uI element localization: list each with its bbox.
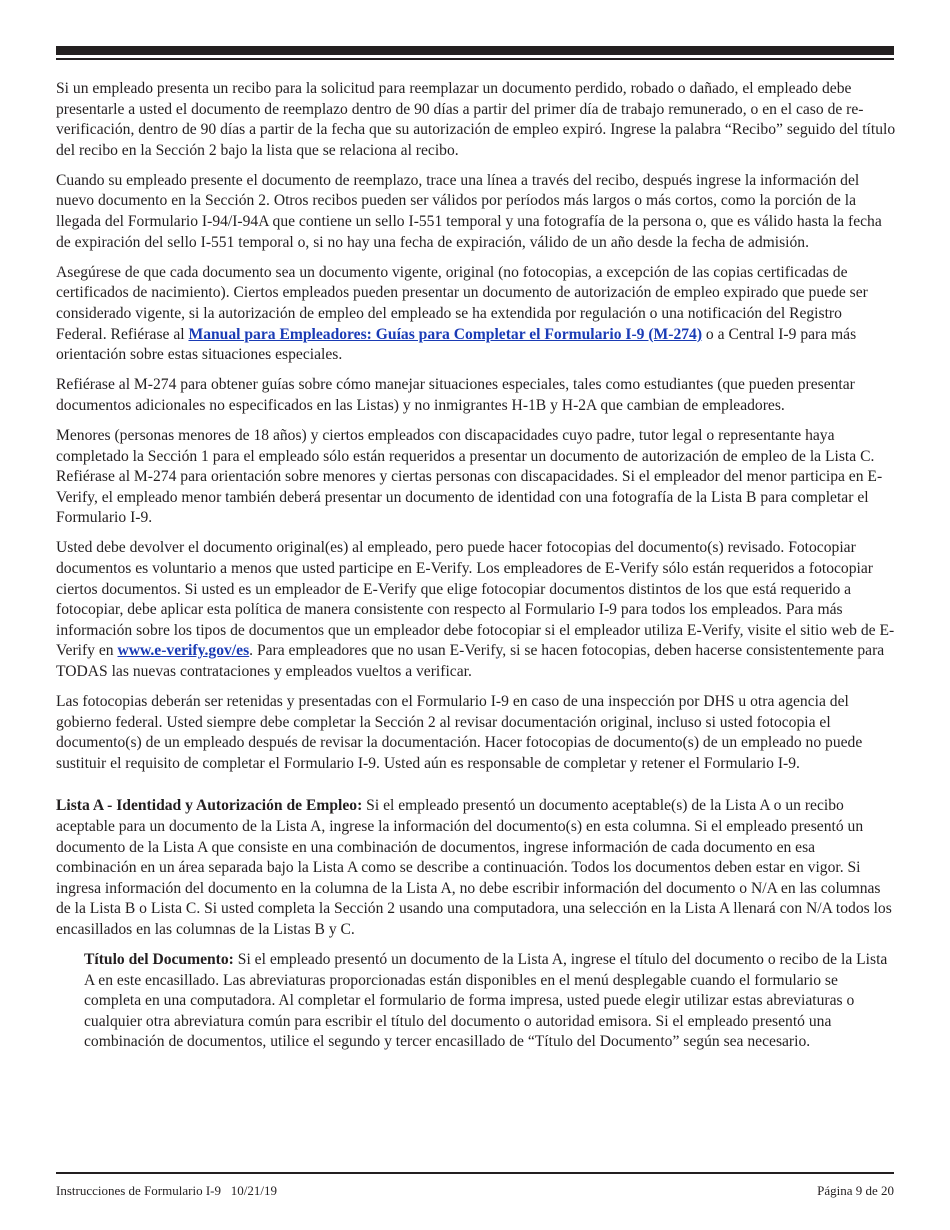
list-a-text: Si el empleado presentó un documento aceptable(s) de la Lista A o un recibo aceptable para un documento de la Lista A, ingrese la información del documento(s) en esta columna. Si el empleado presentó un documento de la Lista A que consiste en una combinación de documentos, ingrese información de cada documento en esa combinación en un área separada bajo la Lista A como se describe a continuación. Todos los documentos deben estar en vigor. Si ingresa información del documento en la columna de la Lista A, no debe escribir información del documento o N/A en las columnas de la Lista B o Lista C. Si usted completa la Sección 2 usando una computadora, una selección en la Lista A llenará con N/A todos los encasillados en las columnas de la Listas B y C. bbox=[56, 797, 892, 938]
page-body bbox=[56, 79, 896, 1063]
paragraph-current-document bbox=[56, 263, 896, 366]
paragraph-minors: Menores (personas menores de 18 años) y ciertos empleados con discapacidades cuyo padre, tutor legal o representante haya completado la Sección 1 para el empleado sólo están requeridos a presentar un documento de autorización de empleo de la Lista C. Refiérase al M-274 para orientación sobre menores y ciertas personas con discapacidades. Si el empleador del menor participa en E-Verify, el empleado menor también deberá presentar un documento de identidad con una fotografía de la Lista B para completar el Formulario I-9. bbox=[56, 426, 883, 527]
list-a-heading: Lista A - Identidad y Autorización de Empleo: bbox=[56, 797, 363, 815]
paragraph-photocopies bbox=[56, 538, 896, 682]
document-title-text: Si el empleado presentó un documento de la Lista A, ingrese el título del documento o recibo de la Lista A en este encasillado. Las abreviaturas proporcionadas están disponibles en el menú desplegable cuando el formulario se completa en una computadora. Al completar el formulario de forma impresa, usted puede elegir utilizar estas abreviaturas o cualquier otra abreviatura común para escribir el título del documento o autoridad emisora. Si el empleado presentó una combinación de documentos, utilice el segundo y tercer encasillado de “Título del Documento” según sea necesario. bbox=[84, 951, 888, 1051]
paragraph-text: . Para empleadores que no usan E-Verify, si se hacen fotocopias, deben hacerse consistentemente para TODAS las nuevas contrataciones y empleados vueltos a verificar. bbox=[56, 642, 885, 680]
e-verify-link[interactable]: www.e-verify.gov/es bbox=[117, 642, 250, 660]
m274-manual-link[interactable]: Manual para Empleadores: Guías para Completar el Formulario I-9 (M-274) bbox=[188, 325, 703, 343]
footer-page-number: Página 9 de 20 bbox=[817, 1183, 894, 1198]
paragraph-replacement-document: Cuando su empleado presente el documento de reemplazo, trace una línea a través del recibo, después ingrese la información del nuevo documento en la Sección 2. Otros recibos pueden ser válidos por períodos más largos o más cortos, como la porción de la llegada del Formulario I-94/I-94A que contiene un sello I-551 temporal y una fotografía de la persona o, que es válido hasta la fecha de expiración del sello I-551 temporal o, si no hay una fecha de expiración, válido de un año desde la fecha de admisión. bbox=[56, 171, 882, 251]
section-list-a bbox=[56, 796, 896, 940]
paragraph-text: Usted debe devolver el documento original(es) al empleado, pero puede hacer fotocopias del documento(s) revisado. Fotocopiar documentos es voluntario a menos que usted participe en E-Verify. Los empleadores de E-Verify sólo están requeridos a fotocopiar ciertos documentos. Si usted es un empleador de E-Verify que elige fotocopiar documentos distintos de los que está requerido a fotocopiar, debe aplicar esta política de manera consistente con respecto al Formulario I-9 para todos los empleados. Para más información sobre los tipos de documentos que un empleador debe fotocopiar si el empleador utiliza E-Verify, visite el sitio web de E-Verify en bbox=[56, 539, 895, 660]
paragraph-text: o a Central I-9 para más orientación sobre estas situaciones especiales. bbox=[56, 325, 857, 364]
paragraph-receipt: Si un empleado presenta un recibo para la solicitud para reemplazar un documento perdido, robado o dañado, el empleado debe presentarle a usted el documento de reemplazo dentro de 90 días a partir del primer día de trabajo remunerado, o en el caso de re-verificación, dentro de 90 días a partir de la fecha que su autorización de empleo expiró. Ingrese la palabra “Recibo” seguido del título del recibo en la Sección 2 bajo la lista que se relaciona al recibo. bbox=[56, 80, 896, 159]
header-rule-thick bbox=[56, 46, 894, 55]
footer-form-name: Instrucciones de Formulario I-9 10/21/19 bbox=[56, 1183, 277, 1198]
paragraph-special-situations: Refiérase al M-274 para obtener guías sobre cómo manejar situaciones especiales, tales como estudiantes (que pueden presentar documentos adicionales no especificados en las Listas) y no inmigrantes H-1B y H-2A que cambian de empleadores. bbox=[56, 376, 855, 414]
document-title-heading: Título del Documento: bbox=[84, 951, 234, 969]
header-rule-thin bbox=[56, 58, 894, 60]
section-document-title bbox=[84, 950, 896, 1053]
paragraph-text: Asegúrese de que cada documento sea un documento vigente, original (no fotocopias, a excepción de las copias certificadas de certificados de nacimiento). Ciertos empleados pueden presentar un documento de autorización de empleo expirado que puede ser considerado vigente, si la autorización de empleo del empleado se ha extendida por regulación o una notificación del Registro Federal. Refiérase al bbox=[56, 263, 868, 343]
paragraph-retention: Las fotocopias deberán ser retenidas y presentadas con el Formulario I-9 en caso de una inspección por DHS u otra agencia del gobierno federal. Usted siempre debe completar la Sección 2 al revisar documentación original, incluso si usted fotocopia el documento(s) de un empleado después de revisar la documentación. Hacer fotocopias de documento(s) de un empleado no puede sustituir el requisito de completar el Formulario I-9. Usted aún es responsable de completar y retener el Formulario I-9. bbox=[56, 693, 863, 772]
footer-rule bbox=[56, 1172, 894, 1174]
